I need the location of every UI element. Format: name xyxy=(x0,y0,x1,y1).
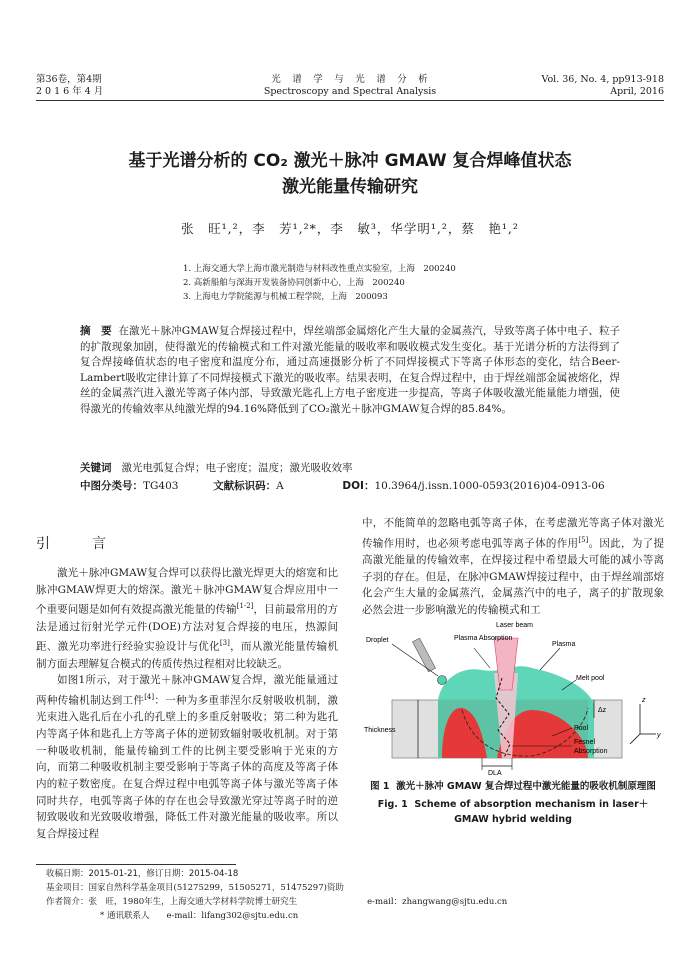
caption-cn-number: 图 1 xyxy=(370,781,390,792)
header-date-cn: 2016年4月 xyxy=(36,86,107,97)
welding-wire xyxy=(412,638,435,672)
caption-cn-text: 激光＋脉冲 GMAW 复合焊过程中激光能量的吸收机制原理图 xyxy=(396,781,656,792)
keywords-text: 激光电弧复合焊；电子密度；温度；激光吸收效率 xyxy=(121,462,353,474)
header-journal-cn: 光 谱 学 与 光 谱 分 析 xyxy=(271,74,429,85)
abstract-label: 摘 要 xyxy=(80,325,112,337)
footnote-rule xyxy=(36,864,236,865)
citation: [3] xyxy=(219,639,230,648)
citation: [4] xyxy=(144,692,155,701)
label-melt-pool: Melt pool xyxy=(576,675,605,682)
label-dla: DLA xyxy=(488,770,502,776)
caption-en-number: Fig. 1 xyxy=(377,798,408,810)
keywords xyxy=(80,461,620,476)
header-volume-en: Vol. 36, No. 4, pp913-918 xyxy=(541,74,664,85)
intro-paragraph-2: 如图1所示，对于激光＋脉冲GMAW复合焊，激光能量通过两种传输机制达到工件[4]：一种为多重菲涅尔反射吸收机制，激光束进入匙孔后在小孔的孔壁上的多重反射吸收；第二种为匙孔内等离子体和匙孔上方等离子体的逆韧致辐射吸收机制。对于第一种吸收机制，能量传输到工件的比例主要受影响于光束的方向，而第二种吸收机制主要受影响于等离子体的高度及等离子体内的粒子数密度。在复合焊过程中电弧等离子体与激光等离子体同时共存，电弧等离子体的存在也会导致激光穿过等离子时的逆韧致吸收和光致吸收增强，降低工件对激光能量的吸收率。所以复合焊接过程 xyxy=(36,674,339,841)
doi-value: 10.3964/j.issn.1000-0593(2016)04-0913-06 xyxy=(374,480,605,492)
affiliation-2: 2. 高新船舶与深海开发装备协同创新中心，上海 200240 xyxy=(183,278,405,288)
label-droplet: Droplet xyxy=(366,637,389,644)
footnote-fund: 基金项目：国家自然科学基金项目(51275299，51505271，51475297)资助 xyxy=(46,883,344,893)
label-pool: Pool xyxy=(574,725,589,732)
caption-en-text: Scheme of absorption mechanism in laser＋GMAW hybrid welding xyxy=(414,798,649,825)
citation: [1-2] xyxy=(236,602,254,611)
droplet-circle xyxy=(438,676,447,685)
abstract-text: 在激光＋脉冲GMAW复合焊接过程中，焊丝端部金属熔化产生大量的金属蒸汽，导致等离子体中电子、粒子的扩散现象加剧，使得激光的传输模式和工件对激光能量的吸收率和吸收模式发生变化。基于光谱分析的方法得到了复合焊接峰值状态的电子密度和温度分布，通过高速摄影分析了不同焊接模式下等离子体形态的变化，结合Beer-Lambert吸收定律计算了不同焊接模式下激光的吸收率。结果表明，在复合焊过程中，由于焊丝端部金属被熔化，焊丝的金属蒸汽进入激光等离子体内部，导致激光匙孔上方电子密度进一步提高，等离子体吸收激光能量能力增强，使得激光的传输效率从纯激光焊的94.16%降低到了CO₂激光＋脉冲GMAW复合焊的85.84%。 xyxy=(80,325,620,415)
figure-1-caption xyxy=(362,779,664,828)
doi-label: DOI： xyxy=(342,480,375,492)
authors: 张 旺¹,²，李 芳¹,²*，李 敏³，华学明¹,²，蔡 艳¹,² xyxy=(181,221,519,236)
label-laser-beam: Laser beam xyxy=(496,622,533,629)
keywords-label: 关键词 xyxy=(80,462,112,474)
doc-code-label: 文献标识码： xyxy=(213,480,277,492)
label-absorption: Absorption xyxy=(574,748,608,755)
clc-label: 中图分类号： xyxy=(80,480,143,492)
label-plasma: Plasma xyxy=(552,641,576,648)
footnote-corresponding: * 通讯联系人 e-mail：lifang302@sjtu.edu.cn xyxy=(100,911,299,921)
abstract xyxy=(80,324,620,418)
label-axis-y: y xyxy=(657,732,661,739)
left-column-text xyxy=(36,565,338,843)
footnote-received: 收稿日期：2015-01-21，修订日期：2015-04-18 xyxy=(46,869,239,879)
figure-1-diagram xyxy=(362,618,664,776)
footnotes xyxy=(46,867,656,923)
intro-paragraph-1: 激光＋脉冲GMAW复合焊可以获得比激光焊更大的熔宽和比脉冲GMAW焊更大的熔深。激光＋脉冲GMAW复合焊应用中一个重要问题是如何有效提高激光能量的传输[1-2]，目前最常用的方法是通过衍射光学元件(DOE)方法对复合焊接的电压，热源间距、激光功率进行经验实验设计与优化[3]，而从激光能量传输机制方面去理解复合模式的传质传热过程相对比较缺乏。 xyxy=(36,567,339,670)
affiliation-1: 1. 上海交通大学上海市激光制造与材料改性重点实验室，上海 200240 xyxy=(183,264,456,274)
right-column-text: 中，不能简单的忽略电弧等离子体，在考虑激光等离子体对激光传输作用时，也必须考虑电弧等离子体的作用[5]。因此，为了提高激光能量的传输效率，在焊接过程中希望最大可能的减小等离子羽的存在。但是，在脉冲GMAW焊接过程中，由于焊丝端部熔化会产生大量的金属蒸汽，金属蒸汽中的电子，离子的扩散现象必然会进一步影响激光的传输模式和工 xyxy=(362,517,665,617)
affiliations xyxy=(183,262,583,304)
clc-value: TG403 xyxy=(143,480,179,492)
doc-code-value: A xyxy=(276,480,284,492)
header-journal-en: Spectroscopy and Spectral Analysis xyxy=(263,86,437,97)
header-volume-cn: 第36卷，第4期 xyxy=(36,74,102,85)
label-thickness: Thickness xyxy=(364,727,396,734)
affiliation-3: 3. 上海电力学院能源与机械工程学院，上海 200093 xyxy=(183,292,388,302)
label-delta-z: Δz xyxy=(598,707,607,714)
paper-title-line1: 基于光谱分析的 CO₂ 激光＋脉冲 GMAW 复合焊峰值状态 xyxy=(128,151,572,171)
label-plasma-absorption: Plasma Absorption xyxy=(454,635,513,642)
section-introduction-title: 引 言 xyxy=(36,536,120,552)
header-date-en: April, 2016 xyxy=(610,86,664,97)
label-axis-z: z xyxy=(642,697,646,704)
footnote-author: 作者简介：张 旺，1980年生，上海交通大学材料学院博士研究生 e-mail：zhangwang@sjtu.edu.cn xyxy=(46,897,508,907)
citation: [5] xyxy=(578,535,589,544)
label-fresnel: Fesnel xyxy=(574,739,596,746)
classification-line xyxy=(80,479,640,494)
header-rule xyxy=(36,100,664,101)
footnote-email: e-mail：zhangwang@sjtu.edu.cn xyxy=(367,897,508,907)
paper-title-line2: 激光能量传输研究 xyxy=(282,177,418,197)
